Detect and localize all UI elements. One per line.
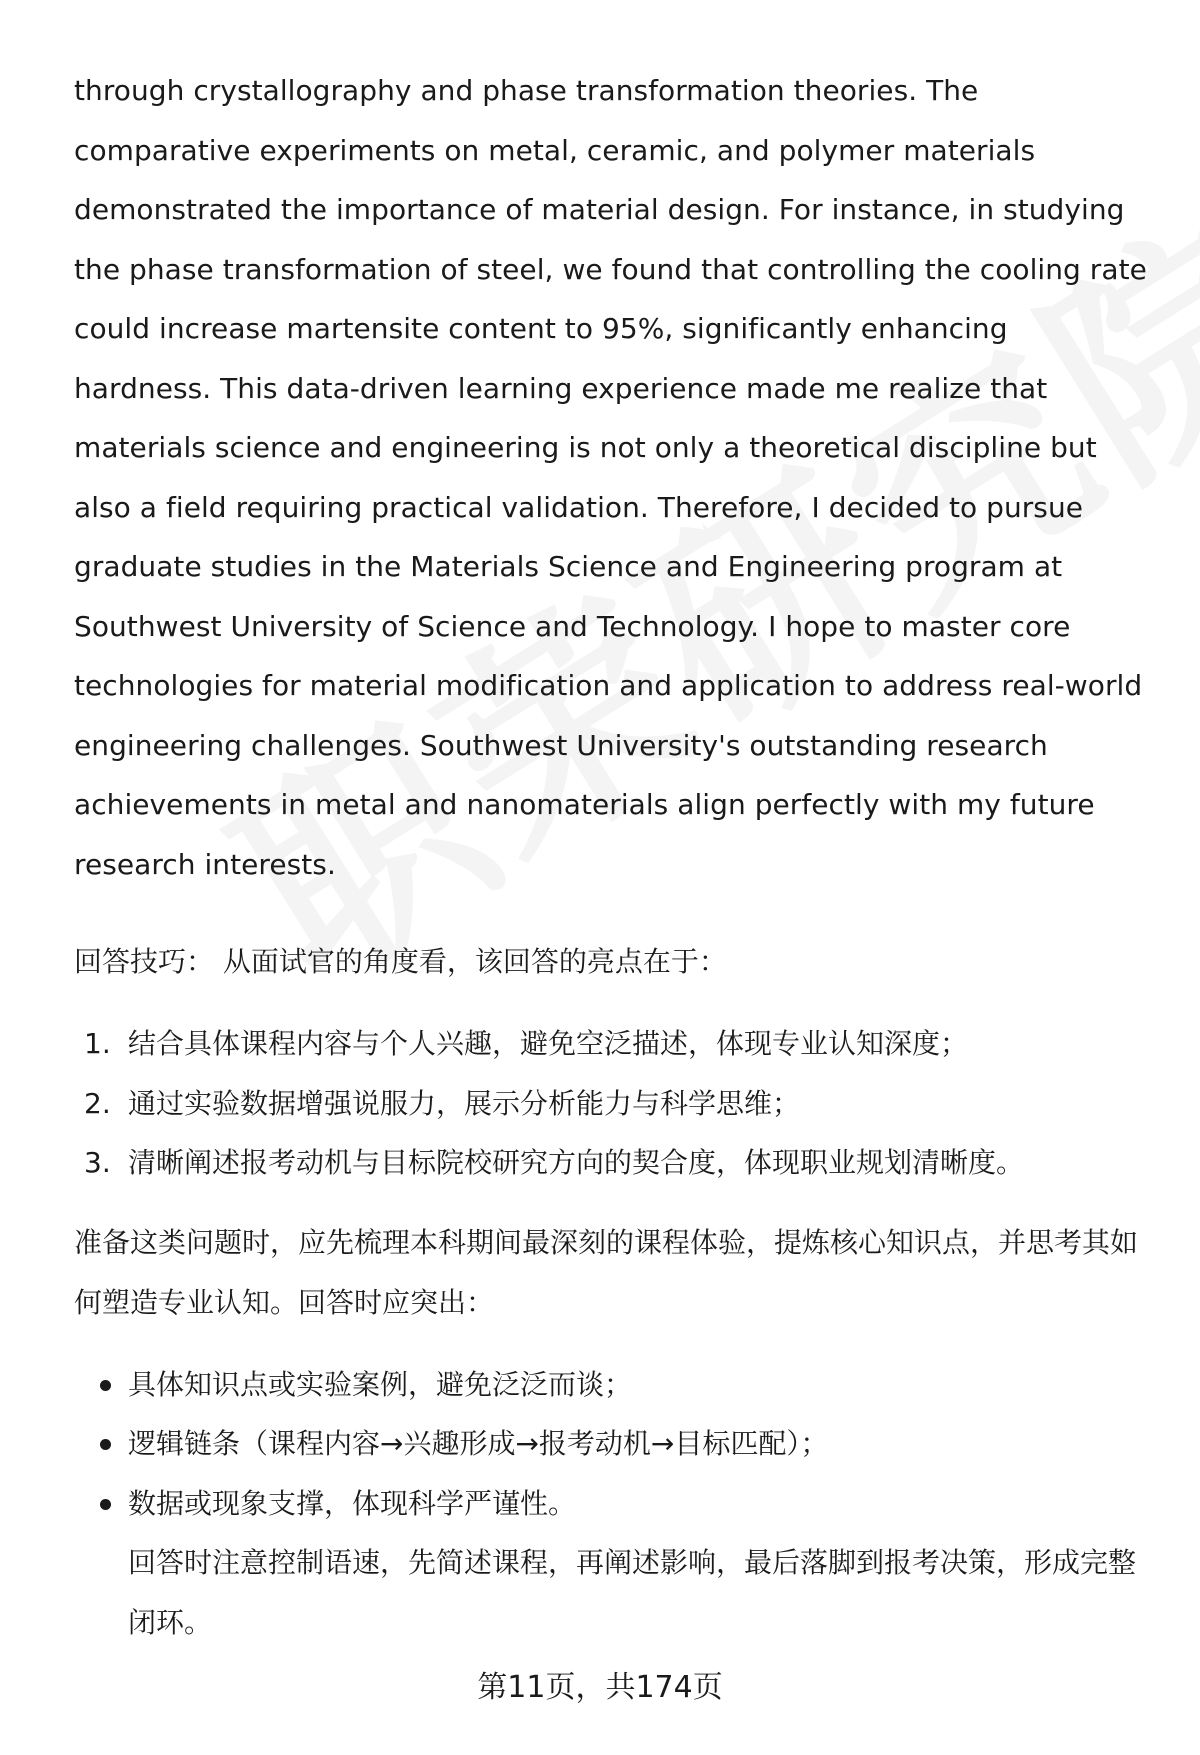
tips-item-text: 通过实验数据增强说服力，展示分析能力与科学思维； (128, 1086, 801, 1120)
bullet-list-item (74, 1355, 1149, 1415)
bullet-list (74, 1355, 1149, 1534)
closing-note: 回答时注意控制语速，先简述课程，再阐述影响，最后落脚到报考决策，形成完整闭环。 (128, 1546, 1137, 1639)
tips-list-item (74, 1074, 1149, 1134)
page-number-footer: 第11页，共174页 (477, 1670, 723, 1705)
bullet-dot-icon (100, 1380, 111, 1391)
list-number: 2. (84, 1086, 111, 1120)
bullet-dot-icon (100, 1499, 111, 1510)
essay-paragraph: through crystallography and phase transformation theories. The comparative experiments on metal, ceramic, and polymer materials demonstrated the importance of material design. For instance, in studying the phase transformation of steel, we found that controlling the cooling rate could increase martensite content to 95%, significantly enhancing hardness. This data-driven learning experience made me realize that materials science and engineering is not only a theoretical discipline but also a field requiring practical validation. Therefore, I decided to pursue graduate studies in the Materials Science and Engineering program at Southwest University of Science and Technology. I hope to master core technologies for material modification and application to address real-world engineering challenges. Southwest University's outstanding research achievements in metal and nanomaterials align perfectly with my future research interests. (74, 74, 1147, 881)
tips-list-item (74, 1133, 1149, 1193)
bullet-text: 具体知识点或实验案例，避免泛泛而谈； (128, 1367, 633, 1401)
tips-list (74, 1014, 1149, 1193)
bullet-text: 数据或现象支撑，体现科学严谨性。 (128, 1486, 577, 1520)
list-number: 1. (84, 1027, 111, 1060)
bullet-dot-icon (100, 1439, 111, 1450)
page-content (74, 61, 1149, 1652)
tips-list-item (74, 1014, 1149, 1074)
list-number: 3. (84, 1146, 111, 1179)
preparation-paragraph: 准备这类问题时，应先梳理本科期间最深刻的课程体验，提炼核心知识点，并思考其如何塑造专业认知。回答时应突出： (74, 1225, 1139, 1319)
tips-intro: 回答技巧： 从面试官的角度看，该回答的亮点在于： (74, 945, 727, 978)
tips-item-text: 清晰阐述报考动机与目标院校研究方向的契合度，体现职业规划清晰度。 (128, 1146, 1025, 1179)
bullet-list-item (74, 1414, 1149, 1474)
bullet-list-item (74, 1474, 1149, 1534)
tips-item-text: 结合具体课程内容与个人兴趣，避免空泛描述，体现专业认知深度； (128, 1027, 969, 1060)
bullet-text: 逻辑链条（课程内容→兴趣形成→报考动机→目标匹配）； (128, 1427, 829, 1460)
